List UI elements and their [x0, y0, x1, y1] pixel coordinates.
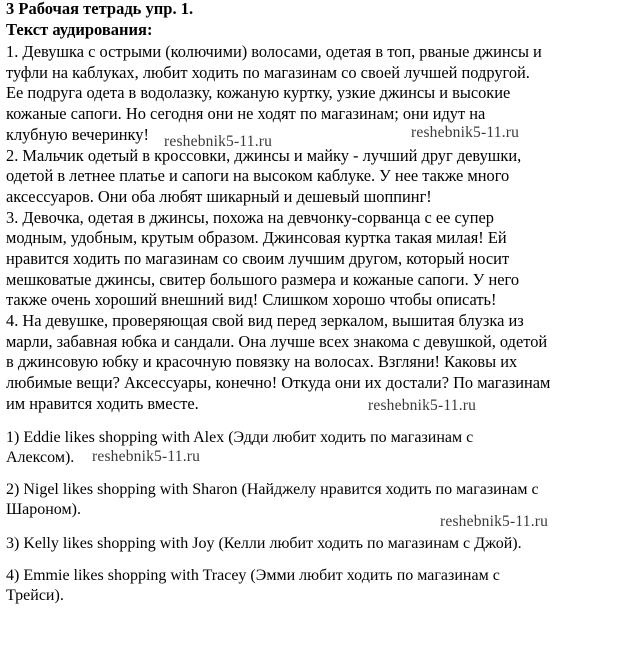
text-line: туфли на каблуках, любит ходить по магазинам со своей лучшей подругой. [6, 62, 530, 82]
section-subtitle: Текст аудирования: [6, 20, 153, 39]
watermark: reshebnik5-11.ru [440, 513, 549, 530]
watermark: reshebnik5-11.ru [164, 133, 273, 150]
listening-paragraph-3 [6, 208, 611, 311]
answer-line: 3) Kelly likes shopping with Joy (Келли любит ходить по магазинам с Джой). [6, 535, 522, 552]
text-line: кожаные сапоги. Но сегодня они не ходят по магазинам; они идут на [6, 104, 486, 124]
text-line: 3. Девочка, одетая в джинсы, похожа на девчонку-сорванца с ее супер [6, 207, 494, 227]
text-line: также очень хороший внешний вид! Слишком хорошо чтобы описать! [6, 290, 497, 310]
text-line: одетой в летнее платье и сапоги на высоком каблуке. У нее также много [6, 166, 510, 186]
watermark: reshebnik5-11.ru [411, 124, 520, 141]
text-line: в джинсовую юбку и красочную повязку на волосах. Взгляни! Каковы их [6, 352, 518, 372]
text-line: мешковатые джинсы, свитер большого размера и кожаные сапоги. У него [6, 269, 520, 289]
text-line: клубную вечеринку! [6, 124, 149, 144]
answer-4 [6, 566, 611, 606]
text-line: 2. Мальчик одетый в кроссовки, джинсы и майку - лучший друг девушки, [6, 145, 522, 165]
answer-line: Шароном). [6, 501, 81, 518]
watermark: reshebnik5-11.ru [368, 397, 477, 414]
listening-paragraph-2 [6, 146, 611, 208]
listening-paragraph-1 [6, 42, 611, 145]
text-line: любимые вещи? Аксессуары, конечно! Откуда они их достали? По магазинам [6, 373, 551, 393]
text-line: аксессуаров. Они оба любят шикарный и дешевый шоппинг! [6, 186, 432, 206]
page-title: 3 Рабочая тетрадь упр. 1. [6, 0, 194, 18]
text-line: им нравится ходить вместе. [6, 393, 199, 413]
listening-paragraph-4 [6, 311, 611, 414]
watermark: reshebnik5-11.ru [92, 448, 201, 465]
answer-line: 2) Nigel likes shopping with Sharon (Найджелу нравится ходить по магазинам с [6, 481, 539, 498]
answer-line: Алексом). [6, 449, 75, 466]
answer-line: 1) Eddie likes shopping with Alex (Эдди любит ходить по магазинам с [6, 429, 474, 446]
text-line: нравится ходить по магазинам со своим лучшим другом, который носит [6, 248, 510, 268]
text-line: модным, удобным, крутым образом. Джинсовая куртка такая милая! Ей [6, 228, 507, 248]
text-line: 1. Девушка с острыми (колючими) волосами, одетая в топ, рваные джинсы и [6, 42, 542, 61]
answer-3 [6, 534, 611, 554]
text-line: марли, забавная юбка и сандали. Она лучше всех знакома с девушкой, одетой [6, 331, 548, 351]
text-line: Ее подруга одета в водолазку, кожаную куртку, узкие джинсы и высокие [6, 83, 511, 103]
answer-line: 4) Emmie likes shopping with Tracey (Эмми любит ходить по магазинам с [6, 567, 500, 584]
answer-line: Трейси). [6, 587, 64, 604]
text-line: 4. На девушке, проверяющая свой вид перед зеркалом, вышитая блузка из [6, 311, 524, 331]
